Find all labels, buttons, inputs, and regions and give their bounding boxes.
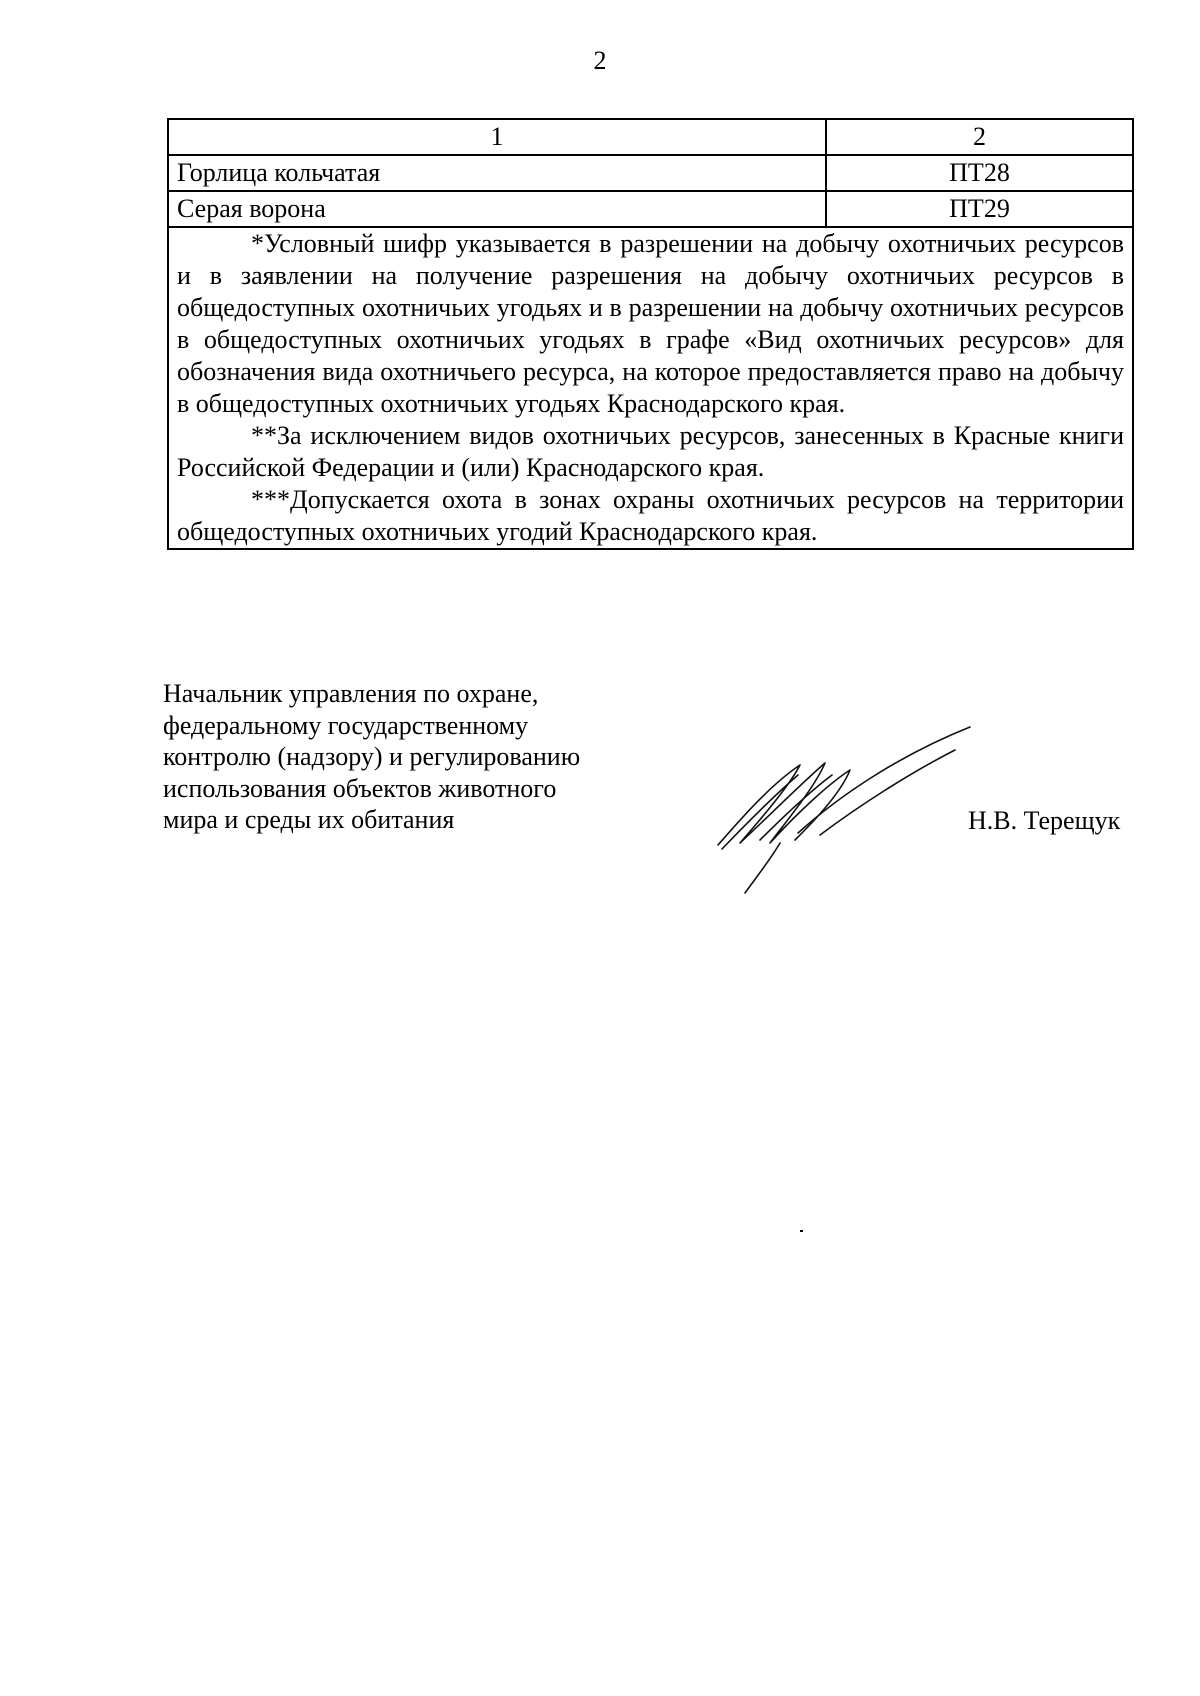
species-name-cell: Горлица кольчатая <box>168 155 826 191</box>
table-header-row <box>168 119 1133 155</box>
handwritten-signature <box>700 725 1010 895</box>
footnote-red-book-exception: **За исключением видов охотничьих ресурсов, занесенных в Красные книги Российской Федерации и (или) Краснодарского края. <box>177 421 1124 482</box>
position-line: контролю (надзору) и регулированию <box>163 742 581 771</box>
signer-name: Н.В. Терещук <box>968 806 1121 835</box>
footnote-protection-zones: ***Допускается охота в зонах охраны охотничьих ресурсов на территории общедоступных охотничьих угодий Краснодарского края. <box>177 485 1124 546</box>
position-line: мира и среды их обитания <box>163 805 455 834</box>
footnote-cipher: *Условный шифр указывается в разрешении на добычу охотничьих ресурсов и в заявлении на получение разрешения на добычу охотничьих ресурсов в общедоступных охотничьих угодьях и в разрешении на добычу охотничьих ресурсов в общедоступных охотничьих угодьях в графе «Вид охотничьих ресурсов» для обозначения вида охотничьего ресурса, на которое предоставляется право на добычу в общедоступных охотничьих угодьях Краснодарского края. <box>177 229 1124 418</box>
species-code-table <box>167 118 1134 550</box>
table-notes-cell <box>168 227 1133 549</box>
position-line: использования объектов животного <box>163 773 557 803</box>
table-row <box>168 155 1133 191</box>
position-line: федеральному государственному <box>163 710 529 740</box>
column-header-2: 2 <box>826 119 1133 155</box>
species-code-cell: ПТ28 <box>826 155 1133 191</box>
column-header-1: 1 <box>168 119 826 155</box>
table-row <box>168 191 1133 227</box>
page-number: 2 <box>593 46 607 75</box>
table-notes-row <box>168 227 1133 549</box>
scan-speck <box>800 1230 803 1232</box>
position-line: Начальник управления по охране, <box>163 679 539 708</box>
species-name-cell: Серая ворона <box>168 191 826 227</box>
signatory-position <box>163 678 683 836</box>
species-code-cell: ПТ29 <box>826 191 1133 227</box>
